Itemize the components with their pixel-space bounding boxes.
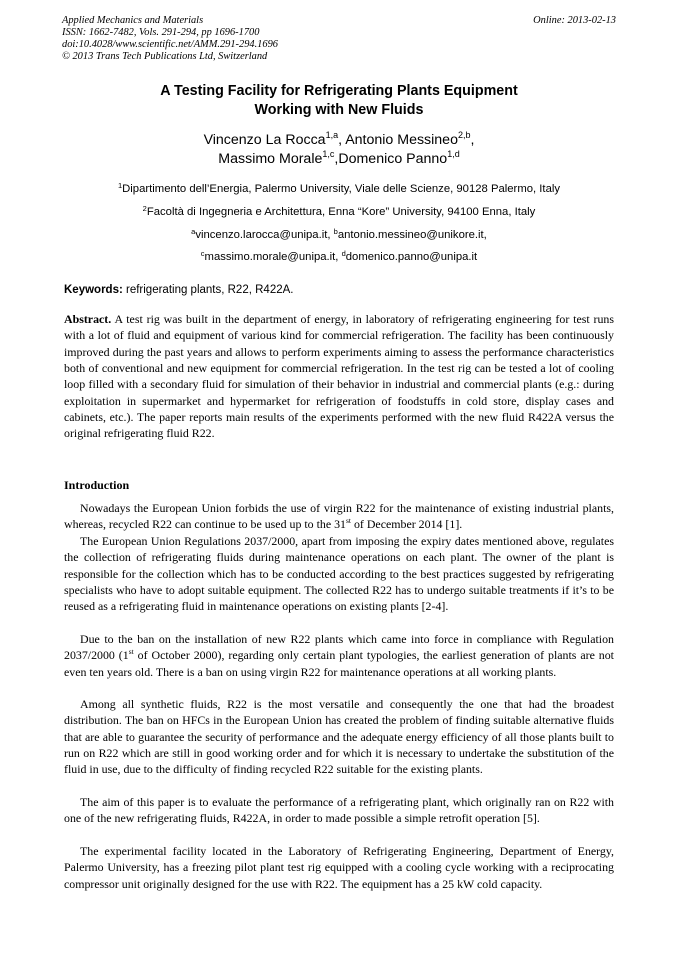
- author-name: Domenico Panno: [338, 151, 448, 167]
- email-mark: d: [341, 249, 346, 258]
- journal-header: [62, 15, 616, 63]
- keywords: [64, 283, 616, 297]
- affiliation-text: Facoltà di Ingegneria e Architettura, Enna “Kore” University, 94100 Enna, Italy: [146, 206, 536, 218]
- email-mark: a: [191, 227, 196, 236]
- ordinal-suffix: st: [345, 516, 351, 526]
- intro-paragraph-1: [64, 500, 614, 533]
- email-address[interactable]: antonio.messineo@unikore.it,: [337, 229, 487, 241]
- journal-issn: ISSN: 1662-7482, Vols. 291-294, pp 1696-1700: [62, 27, 260, 38]
- author-affiliation-mark: 2,b: [457, 130, 471, 140]
- email-address[interactable]: domenico.panno@unipa.it: [345, 251, 478, 263]
- author-line-1: [62, 131, 616, 150]
- abstract-label: Abstract.: [64, 312, 112, 326]
- keywords-label: Keywords:: [64, 284, 123, 296]
- journal-name: Applied Mechanics and Materials: [62, 15, 204, 26]
- email-mark: c: [200, 249, 205, 258]
- paper-title-line-1: A Testing Facility for Refrigerating Plants Equipment: [160, 83, 518, 99]
- email-address[interactable]: vincenzo.larocca@unipa.it,: [195, 229, 334, 241]
- affiliation-1: [62, 182, 616, 196]
- paper-title: [62, 82, 616, 120]
- author-separator: ,: [338, 132, 346, 148]
- abstract-text: A test rig was built in the department of energy, in laboratory of refrigerating engineering for test runs with a lot of fluid and equipment of various kind for commercial refrigeration. The facility has been continuously improved during the past years and allows to perform experiments aiming to assess the performance characteristics both of conventional and new equipment for commercial refrigeration. In the test rig can be tested a lot of cooling loop filled with a secondary fluid for simulation of their behavior in industrial and commercial plants (e.g.: during exploitation in supermarket and hypermarket for refrigeration of foodstuffs in cold store, display cases and cabinets, etc.). The paper reports main results of the experiments performed with the new fluid R422A versus the original refrigerating fluid R22.: [64, 312, 614, 441]
- email-address[interactable]: massimo.morale@unipa.it,: [204, 251, 342, 263]
- affiliation-2: [62, 205, 616, 219]
- email-line-1: [62, 228, 616, 242]
- author-affiliation-mark: 1,a: [325, 130, 339, 140]
- author-separator: ,: [470, 132, 475, 148]
- affiliation-mark: 1: [117, 181, 123, 190]
- intro-paragraph-5: The aim of this paper is to evaluate the performance of a refrigerating plant, which originally ran on R22 with one of the new refrigerating fluids, R422A, in order to made possible a simple retrofit operation [5].: [64, 795, 614, 826]
- author-affiliation-mark: 1,d: [447, 149, 460, 159]
- paragraph-text: Due to the ban on the installation of new R22 plants which came into force in compliance with Regulation 2037/2000 (1: [64, 632, 614, 663]
- intro-paragraph-3: [64, 631, 614, 680]
- online-date: Online: 2013-02-13: [533, 15, 616, 26]
- intro-paragraph-2: The European Union Regulations 2037/2000, apart from imposing the expiry dates mentioned above, regulates the collection of refrigerating fluids during maintenance operations on each plant. The owner of the plant is responsible for the collection which has to be conducted according to the best practices suggested by refrigerating specialists who have to adopt suitable equipment. The collected R22 has to undergo suitable treatments if it’s to be reused as a refrigerating fluid in maintenance operations on existing plants [2-4].: [64, 534, 614, 614]
- email-mark: b: [333, 227, 338, 236]
- affiliation-text: Dipartimento dell’Energia, Palermo University, Viale delle Scienze, 90128 Palermo, Italy: [122, 183, 561, 195]
- author-separator: ,: [334, 151, 339, 167]
- author-name: Vincenzo La Rocca: [203, 132, 326, 148]
- journal-copyright: © 2013 Trans Tech Publications Ltd, Switzerland: [62, 51, 268, 62]
- author-line-2: [62, 150, 616, 169]
- author-name: Antonio Messineo: [345, 132, 458, 148]
- author-name: Massimo Morale: [218, 151, 323, 167]
- affiliation-mark: 2: [142, 204, 147, 213]
- paper-title-line-2: Working with New Fluids: [254, 102, 424, 118]
- author-affiliation-mark: 1,c: [322, 149, 335, 159]
- ordinal-suffix: st: [128, 647, 134, 657]
- email-line-2: [62, 250, 616, 264]
- paragraph-text: Nowadays the European Union forbids the use of virgin R22 for the maintenance of existing industrial plants, whereas, recycled R22 can continue to be used up to the 31: [64, 501, 614, 532]
- paragraph-text: of October 2000), regarding only certain plant typologies, the earliest generation of plants are not even ten years old. There is a ban on using virgin R22 for maintenance operations at all working plants.: [64, 648, 614, 679]
- paragraph-text: of December 2014 [1].: [351, 517, 463, 532]
- journal-doi: doi:10.4028/www.scientific.net/AMM.291-294.1696: [62, 39, 278, 50]
- keywords-text: refrigerating plants, R22, R422A.: [122, 284, 294, 296]
- intro-paragraph-6: The experimental facility located in the Laboratory of Refrigerating Engineering, Department of Energy, Palermo University, has a freezing pilot plant test rig equipped with a cooling cycle working with a reciprocating compressor unit originally designed for the use with R22. The equipment has a 25 kW cold capacity.: [64, 844, 614, 891]
- author-list: [62, 131, 616, 169]
- section-heading-introduction: Introduction: [64, 478, 130, 492]
- abstract: [64, 311, 614, 442]
- intro-paragraph-4: Among all synthetic fluids, R22 is the most versatile and consequently the one that had the broadest distribution. The ban on HFCs in the European Union has created the problem of finding suitable alternative fluids that are able to guarantee the security of performance and the adequate energy efficiency of all those plants built to run on R22 which are still in good working order and for which it is necessary to undertake the substitution of the fluid in use, due to the difficulty of finding recycled R22 suitable for the existing plants.: [64, 697, 614, 777]
